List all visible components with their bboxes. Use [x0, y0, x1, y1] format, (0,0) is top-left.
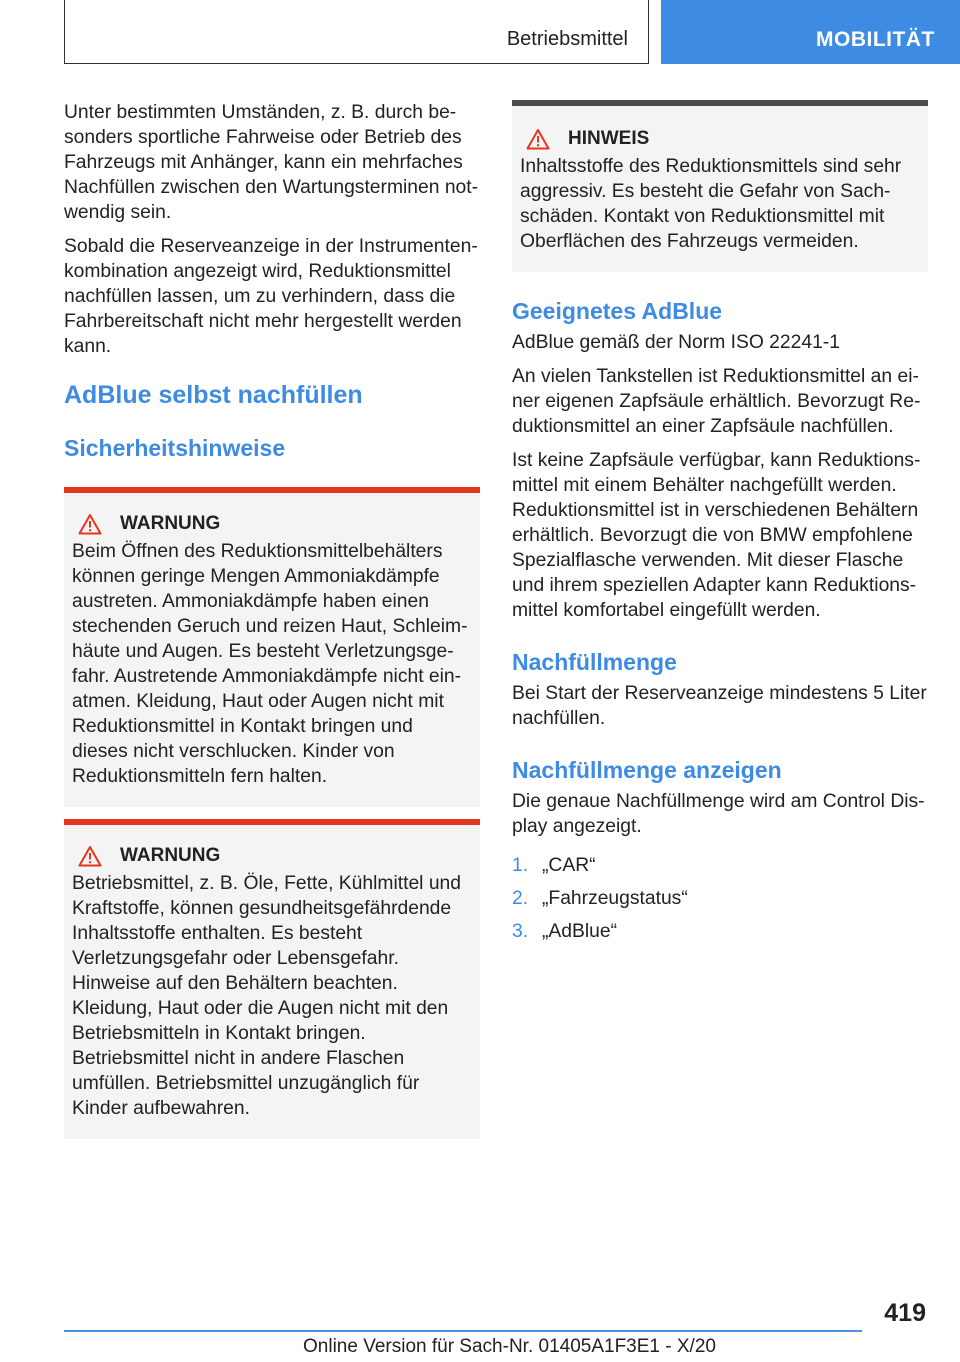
note-box — [512, 100, 928, 272]
refill-amount-paragraph: Bei Start der Reserveanzeige mindestens 5 Liter nachfüllen. — [512, 683, 927, 729]
warning-box-1-label: WARNUNG — [120, 513, 221, 534]
header-frame — [64, 0, 649, 64]
note-box-label: HINWEIS — [568, 128, 650, 149]
header-chapter-tab[interactable] — [661, 0, 960, 64]
step-number: 3. — [512, 921, 529, 942]
heading-suitable-adblue: Geeignetes AdBlue — [512, 298, 723, 324]
header-chapter-label: MOBILITÄT — [816, 28, 935, 51]
footer-version-text: Online Version für Sach-Nr. 01405A1F3E1 - X/20 — [303, 1336, 716, 1357]
step-text: „CAR“ — [542, 855, 596, 876]
warning-triangle-icon — [78, 845, 102, 867]
warning-box-1 — [64, 487, 480, 807]
menu-steps-list — [512, 853, 928, 944]
heading-refill-amount: Nachfüllmenge — [512, 649, 677, 675]
list-item — [512, 919, 928, 944]
heading-safety-notes: Sicherheitshinweise — [64, 435, 286, 461]
warning-box-1-title — [78, 513, 472, 535]
header-section-title: Betriebsmittel — [506, 28, 628, 50]
warning-box-1-text: Beim Öffnen des Reduktionsmittelbehälters können geringe Mengen Ammoniakdämpfe austreten. Ammoniakdämpfe haben einen stechenden Geruch und reizen Haut, Schleimhäute und Augen. Es besteht Verletzungsgefahr. Austretende Ammoniakdämpfe nicht einatmen. Kleidung, Haut oder Augen nicht mit Reduktionsmittel in Kontakt bringen und dieses nicht verschlucken. Kinder von Reduktionsmitteln fern halten. — [72, 541, 468, 787]
warning-triangle-icon — [78, 513, 102, 535]
page-number: 419 — [884, 1299, 926, 1327]
warning-triangle-icon — [526, 128, 550, 150]
note-box-text: Inhaltsstoffe des Reduktionsmittels sind sehr aggressiv. Es besteht die Gefahr von Sachschäden. Kontakt von Reduktionsmittel mit Oberflächen des Fahrzeugs vermeiden. — [520, 156, 902, 252]
step-text: „AdBlue“ — [542, 921, 618, 942]
suitable-adblue-paragraph-3: Ist keine Zapfsäule verfügbar, kann Reduktionsmittel mit einem Behälter nachgefüllt werden. Reduktionsmittel ist in verschiedenen Behältern erhältlich. Bevorzugt die von BMW empfohlene Spezialflasche verwenden. Mit dieser Flasche und ihrem speziellen Adapter kann Reduktionsmittel komfortabel eingefüllt werden. — [512, 450, 921, 621]
warning-box-2-label: WARNUNG — [120, 845, 221, 866]
step-number: 1. — [512, 855, 529, 876]
right-column — [512, 100, 928, 952]
list-item — [512, 853, 928, 878]
list-item — [512, 886, 928, 911]
heading-show-refill-amount: Nachfüllmenge anzeigen — [512, 757, 782, 783]
step-number: 2. — [512, 888, 529, 909]
intro-paragraph-1: Unter bestimmten Umständen, z. B. durch besonders sportliche Fahrweise oder Betrieb des Fahrzeugs mit Anhänger, kann ein mehrfaches Nachfüllen zwischen den Wartungsterminen notwendig sein. — [64, 102, 479, 223]
footer-divider — [64, 1330, 862, 1332]
heading-adblue-refill: AdBlue selbst nachfüllen — [64, 381, 363, 409]
show-refill-amount-paragraph: Die genaue Nachfüllmenge wird am Control Display angezeigt. — [512, 791, 925, 837]
warning-box-2-title — [78, 845, 472, 867]
warning-box-2-text: Betriebsmittel, z. B. Öle, Fette, Kühlmittel und Kraftstoffe, können gesundheitsgefährdende Inhaltsstoffe enthalten. Es besteht Verletzungsgefahr oder Lebensgefahr. Hinweise auf den Behältern beachten. Kleidung, Haut oder die Augen nicht mit den Betriebsmitteln in Kontakt bringen. Betriebsmittel nicht in andere Flaschen umfüllen. Betriebsmittel unzugänglich für Kinder aufbewahren. — [72, 873, 461, 1119]
suitable-adblue-paragraph-2: An vielen Tankstellen ist Reduktionsmittel an einer eigenen Zapfsäule erhältlich. Bevorzugt Reduktionsmittel an einer Zapfsäule nachfüllen. — [512, 366, 921, 437]
warning-box-2 — [64, 819, 480, 1139]
step-text: „Fahrzeugstatus“ — [542, 888, 688, 909]
intro-paragraph-2: Sobald die Reserveanzeige in der Instrumentenkombination angezeigt wird, Reduktionsmittel nachfüllen lassen, um zu verhindern, dass die Fahrbereitschaft nicht mehr hergestellt werden kann. — [64, 236, 478, 357]
suitable-adblue-paragraph-1: AdBlue gemäß der Norm ISO 22241-1 — [512, 332, 840, 353]
left-column — [64, 100, 480, 1139]
note-box-title — [526, 128, 920, 150]
